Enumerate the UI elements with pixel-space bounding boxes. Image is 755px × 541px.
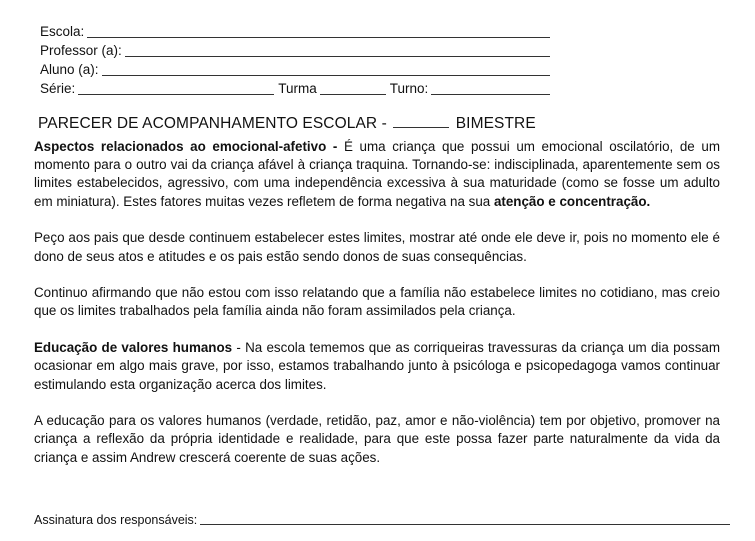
- school-label: Escola:: [40, 24, 85, 39]
- shift-label: Turno:: [389, 81, 429, 96]
- class-field[interactable]: [320, 80, 386, 95]
- student-row: [40, 60, 550, 79]
- student-label: Aluno (a):: [40, 62, 99, 77]
- grade-label: Série:: [40, 81, 76, 96]
- paragraph-emotional: [34, 138, 720, 211]
- class-label: Turma: [278, 81, 317, 96]
- paragraph-values-education: [34, 339, 720, 394]
- values-text: - Na escola tememos que as corriqueiras travessuras da criança um dia possam ocasionar em algo mais grave, por isso, estamos trabalhando junto à psicóloga e psicopedagoga vamos continuar estimulando esta organização acerca dos limites.: [34, 340, 720, 392]
- school-field[interactable]: [87, 23, 550, 38]
- paragraph-parents-request: Peço aos pais que desde continuem estabelecer estes limites, mostrar até onde ele deve ir, pois no momento ele é dono de seus atos e atitudes e os pais estão sendo donos de suas consequências.: [34, 230, 720, 264]
- bimester-field[interactable]: [393, 114, 449, 128]
- signature-field[interactable]: [200, 512, 730, 525]
- grade-row: [40, 79, 550, 98]
- report-title-suffix: BIMESTRE: [455, 115, 536, 132]
- report-title: [38, 114, 536, 133]
- emotional-heading: Aspectos relacionados ao emocional-afetivo -: [34, 139, 338, 154]
- school-row: [40, 22, 550, 41]
- signature-row: [34, 512, 730, 527]
- report-title-prefix: PARECER DE ACOMPANHAMENTO ESCOLAR -: [38, 115, 387, 132]
- teacher-row: [40, 41, 550, 60]
- teacher-label: Professor (a):: [40, 43, 122, 58]
- student-info-header: [40, 22, 550, 98]
- paragraph-human-values: A educação para os valores humanos (verdade, retidão, paz, amor e não-violência) tem por objetivo, promover na criança a reflexão da própria identidade e realidade, para que este possa fazer parte naturalmente da vida da criança e assim Andrew crescerá coerente de suas ações.: [34, 413, 720, 465]
- shift-field[interactable]: [431, 80, 550, 95]
- grade-field[interactable]: [78, 80, 274, 95]
- report-body: [34, 138, 720, 485]
- paragraph-family-limits: Continuo afirmando que não estou com isso relatando que a família não estabelece limites no cotidiano, mas creio que os limites trabalhados pela família ainda não foram assimilados pela criança.: [34, 285, 720, 319]
- values-heading: Educação de valores humanos: [34, 340, 233, 356]
- emotional-emphasis: atenção e concentração.: [493, 193, 651, 209]
- emotional-text: É uma criança que possui um emocional oscilatório, de um momento para o outro vai da criança afável à criança traquina. Tornando-se: indisciplinada, aparentemente sem os limites estabelecidos, agressivo, com uma independência excessiva à sua maturidade (como se fosse um adulto em miniatura). Estes fatores muitas vezes refletem de forma negativa na sua: [34, 139, 720, 209]
- student-field[interactable]: [102, 61, 550, 76]
- signature-label: Assinatura dos responsáveis:: [34, 513, 198, 527]
- teacher-field[interactable]: [125, 42, 550, 57]
